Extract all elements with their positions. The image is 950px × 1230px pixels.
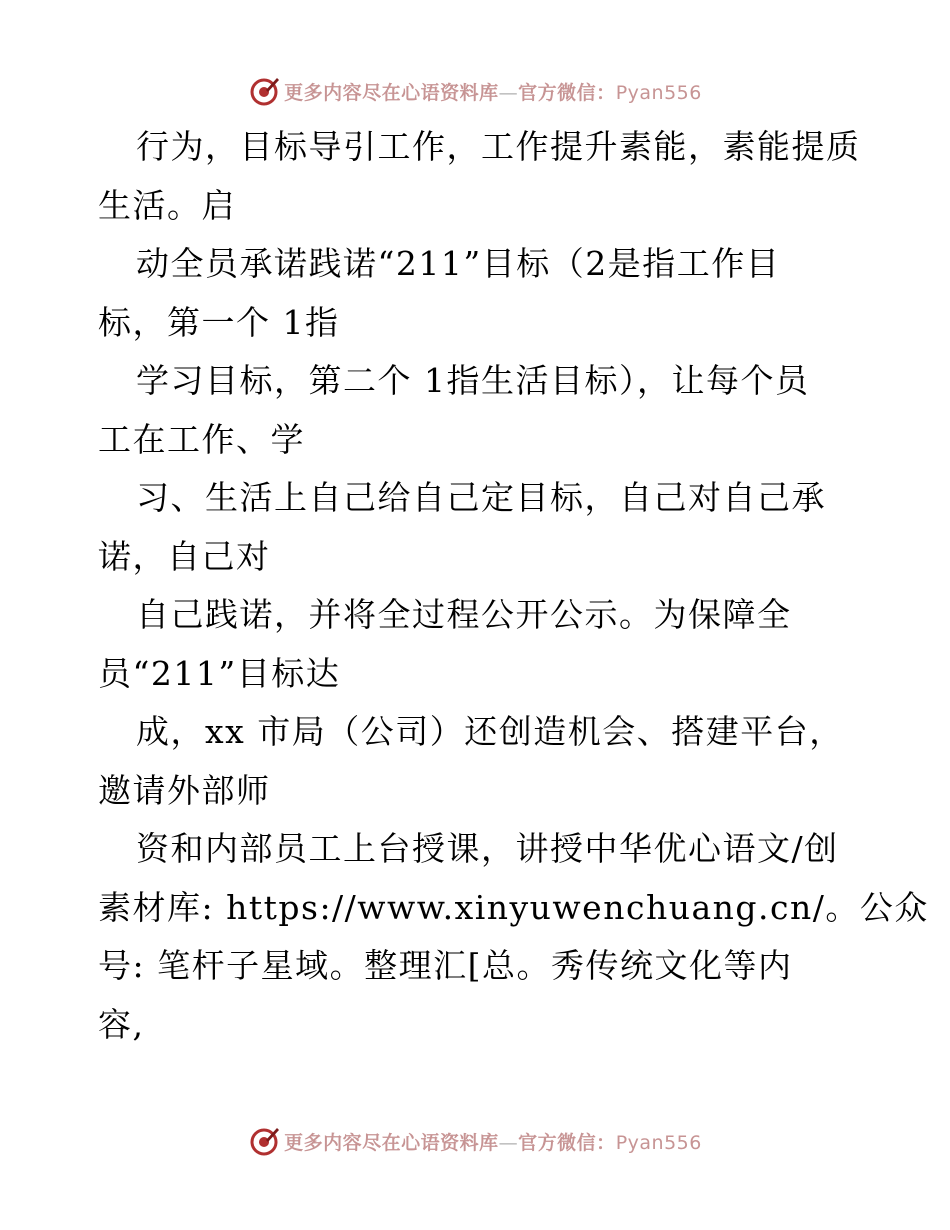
document-body <box>98 118 929 1054</box>
text-line: 素材库: https://www.xinyuwenchuang.cn/。公众 <box>98 887 929 927</box>
text-line: 诺，自己对 <box>98 536 271 576</box>
text-line: 行为，目标导引工作，工作提升素能，素能提质 <box>136 127 861 166</box>
watermark-text <box>284 1128 702 1155</box>
text-line: 容, <box>98 1004 145 1044</box>
watermark-official-label: 官方微信： <box>518 1131 616 1154</box>
footer-watermark <box>0 1121 950 1161</box>
text-line: 成，xx 市局（公司）还创造机会、搭建平台， <box>136 712 844 751</box>
text-line: 学习目标，第二个 1指生活目标），让每个员 <box>136 361 810 400</box>
text-line: 标，第一个 1指 <box>98 302 340 342</box>
text-line: 习、生活上自己给自己定目标，自己对自己承 <box>136 478 826 517</box>
text-line: 资和内部员工上台授课，讲授中华优心语文/创 <box>136 829 839 868</box>
watermark-brand: 更多内容尽在心语资料库 <box>284 81 499 104</box>
watermark-official-label: 官方微信： <box>518 81 616 104</box>
watermark-separator: — <box>498 1131 519 1154</box>
text-line: 邀请外部师 <box>98 770 271 810</box>
watermark-wechat-id: Pyan556 <box>615 1131 702 1154</box>
text-line: 动全员承诺践诺“211”目标（2是指工作目 <box>136 244 781 283</box>
pen-logo-icon <box>248 75 280 107</box>
watermark-wechat-id: Pyan556 <box>615 81 702 104</box>
text-line: 自己践诺，并将全过程公开公示。为保障全 <box>136 595 792 634</box>
text-line: 号: 笔杆子星域。整理汇[总。秀传统文化等内 <box>98 946 793 985</box>
text-line: 员“211”目标达 <box>98 653 341 693</box>
text-line: 工在工作、学 <box>98 419 305 459</box>
pen-logo-icon <box>248 1125 280 1157</box>
watermark-text <box>284 78 702 105</box>
watermark-separator: — <box>498 81 519 104</box>
text-line: 生活。启 <box>98 185 236 225</box>
watermark-brand: 更多内容尽在心语资料库 <box>284 1131 499 1154</box>
header-watermark <box>0 71 950 111</box>
